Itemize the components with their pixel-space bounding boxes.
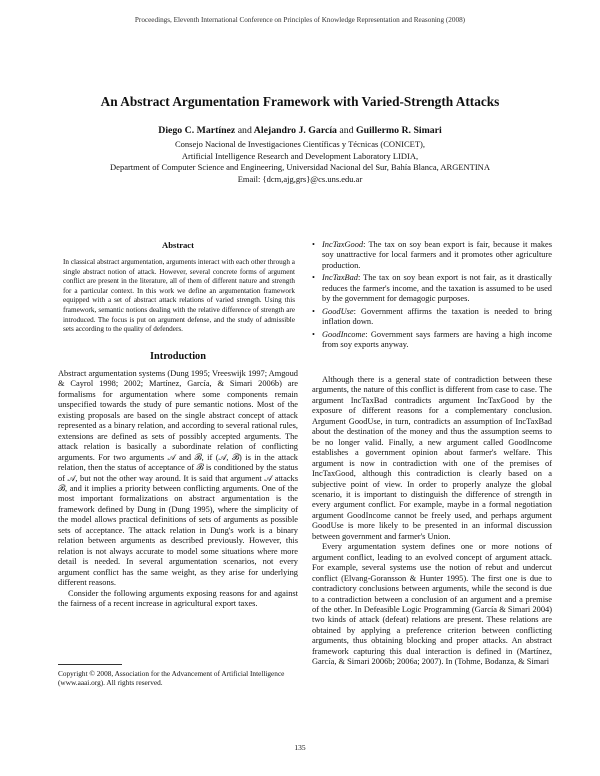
author-email: Email: {dcm,ajg,grs}@cs.uns.edu.ar bbox=[237, 173, 363, 184]
abstract-heading: Abstract bbox=[162, 240, 194, 250]
abstract-body: In classical abstract argumentation, arguments interact with each other through a single abstract notion of attack. However, several concrete forms of argument conflict are present in the literature, all of them of different nature and strength for a particular context. In this work we define an argumentation framework equipped with a set of abstract attack relations of varied strength. Using this framework, semantic notions dealing with the relative difference of strength are introduced. The focus is put on argument defense, and the study of admissible sets according to the quality of defenders. bbox=[63, 258, 295, 334]
argument-item bbox=[312, 273, 552, 304]
author-name: Guillermo R. Simari bbox=[356, 125, 442, 136]
argument-name: IncTaxBad bbox=[322, 273, 358, 283]
affiliation-line: Artificial Intelligence Research and Development Laboratory LIDIA, bbox=[181, 150, 419, 161]
page-number: 135 bbox=[294, 743, 306, 752]
paragraph: Consider the following arguments exposing reasons for and against the fairness of a recent increase in agricultural export taxes. bbox=[58, 588, 298, 608]
argument-text: : Government says farmers are having a high income from soy exports anyway. bbox=[322, 329, 552, 350]
argument-list bbox=[312, 240, 552, 353]
right-column-body bbox=[312, 375, 552, 668]
paper-title: An Abstract Argumentation Framework with Varied-Strength Attacks bbox=[100, 94, 500, 109]
paragraph: Every argumentation system defines one or more notions of argument conflict, leading to an evolved concept of argument attack. For example, several systems use the notion of rebut and undercut conflict (Elvang-Goransson & Hunter 1995). The first one is due to contradictory conclusions between arguments, while the second is due to a contradiction between a conclusion of an argument and a premise of the other. In Defeasible Logic Programming (García & Simari 2004) two kinds of attack (defeat) relations are present. These relations are obtained by applying a preference criterion between conflicting arguments, thus obtaining blocking and proper attacks. An abstract framework capturing this dual interaction is defined in (Martínez, García, & Simari 2006b; 2006a; 2007). In (Tohme, Bodanza, & Simari bbox=[312, 542, 552, 667]
affiliation-line: Department of Computer Science and Engineering, Universidad Nacional del Sur, Bahía Blanca, ARGENTINA bbox=[110, 162, 490, 172]
argument-text: : Government affirms the taxation is needed to bring inflation down. bbox=[322, 306, 552, 327]
argument-item bbox=[312, 307, 552, 328]
copyright-footnote: Copyright © 2008, Association for the Advancement of Artificial Intelligence (www.aaai.org). All rights reserved. bbox=[58, 669, 285, 688]
argument-item bbox=[312, 240, 552, 271]
author-separator: and bbox=[237, 125, 252, 136]
argument-text: : The tax on soy bean export is not fair, as it drastically reduces the farmer's income, and the taxation is assumed to be used by the government for demagogic purposes. bbox=[322, 273, 552, 304]
argument-name: GoodUse bbox=[322, 306, 354, 316]
affiliation-line: Consejo Nacional de Investigaciones Científicas y Técnicas (CONICET), bbox=[174, 139, 426, 149]
argument-text: : The tax on soy bean export is fair, because it makes soy unattractive for local farmers and it promotes other agriculture production. bbox=[322, 240, 552, 270]
introduction-heading: Introduction bbox=[150, 351, 206, 362]
author-list bbox=[0, 125, 600, 136]
introduction-body bbox=[58, 369, 298, 609]
paragraph: Although there is a general state of contradiction between these arguments, the nature of this conflict is different from case to case. The argument IncTaxBad contradicts argument IncTaxGood by the exposure of different reasons for a complementary conclusion. Argument GoodUse, in turn, contradicts an assumption of IncTaxBad about the destination of the money and thus the assumption seems to be no longer valid. Finally, a new argument called GoodIncome establishes a government opinion about farmer's welfare. This argument is now in contradiction with one of the premises of IncTaxGood, although this contradiction is clearly based on a subjective point of view. In order to properly analyze the global scenario, it is important to distinguish the difference of strength in every argument conflict. For example, maybe in a formal negotiation argument GoodIncome cannot be freely used, and perhaps argument GoodUse is more likely to be presented in an informal discussion between government and farmer's Union. bbox=[312, 375, 552, 541]
argument-name: GoodIncome bbox=[322, 329, 366, 339]
author-separator: and bbox=[339, 125, 354, 136]
paragraph: Abstract argumentation systems (Dung 1995; Vreeswijk 1997; Amgoud & Cayrol 1998; 2002; Martínez, García, & Simari 2006b) are formalisms for argumentation where some components remain unspecified towards the study of pure semantic notions. Most of the existing proposals are based on the single abstract concept of attack represented as a binary relation, and according to several rational rules, extensions are defined as sets of possibly accepted arguments. The attack relation is basically a subordinate relation of conflicting arguments. For two arguments 𝒜 and ℬ, if (𝒜, ℬ) is in the attack relation, then the status of acceptance of ℬ is conditioned by the status of 𝒜, but not the other way around. It is said that argument 𝒜 attacks ℬ, and it implies a priority between conflicting arguments. One of the most important formalizations on abstract argumentation is the framework defined by Dung in (Dung 1995), where the simplicity of the model allows practical definitions of sets of arguments as possible sets of acceptance. The attack relation in Dung's work is a binary relation between arguments as described previously. However, this relation is not always accurate to model some situations where more detail is needed. In several argumentation scenarios, not every argument conflict has the same weight, as they arise for underlying different reasons. bbox=[58, 369, 298, 588]
argument-item bbox=[312, 330, 552, 351]
footnote-divider bbox=[58, 664, 122, 665]
argument-name: IncTaxGood bbox=[322, 240, 364, 249]
author-name: Diego C. Martínez bbox=[158, 125, 236, 136]
author-name: Alejandro J. García bbox=[253, 125, 337, 136]
running-header: Proceedings, Eleventh International Conference on Principles of Knowledge Representation and Reasoning (2008) bbox=[134, 16, 466, 24]
